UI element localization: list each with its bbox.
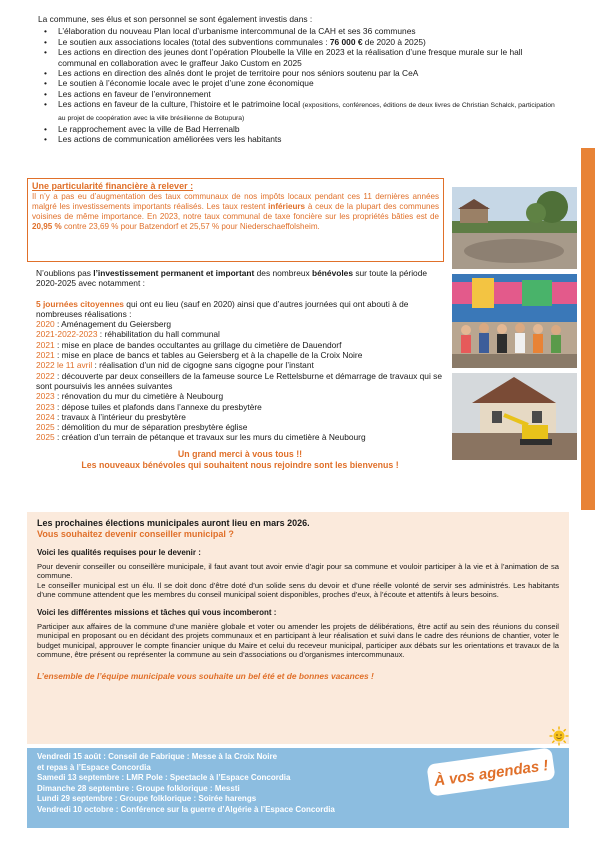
list-item: • Le soutien aux associations locales (total des subventions communales : 76 000 € de 2020 à 2025) — [58, 37, 558, 47]
list-item: 2020 : Aménagement du Geiersberg — [36, 319, 172, 330]
list-item: Lundi 29 septembre : Groupe folklorique : Soirée harengs — [37, 794, 257, 804]
missions-heading: Voici les différentes missions et tâches qui vous incomberont : — [37, 607, 277, 617]
photo-fresque-group — [452, 274, 577, 368]
volunteers-section — [36, 268, 444, 471]
intro-section — [38, 14, 558, 145]
list-item: 2023 : rénovation du mur du cimetière à Neubourg — [36, 391, 224, 402]
list-item: 2023 : dépose tuiles et plafonds dans l’annexe du presbytère — [36, 401, 262, 412]
list-item: 2022 : découverte par deux conseillers de la fameuse source Le Rettelsburne et démarrage de travaux qui se sont poursuivis les années suivantes — [36, 370, 442, 391]
list-item: 2021-2022-2023 : réhabilitation du hall communal — [36, 329, 220, 340]
list-item: Samedi 13 septembre : LMR Pole : Spectacle à l’Espace Concordia — [37, 773, 291, 783]
intro-list — [38, 26, 558, 144]
qualities-text-2: Le conseiller municipal est un élu. Il se doit donc d’être doté d’un solide sens du devoir et d’une réelle volonté de servir ses administrés. Les habitants d’une commune attendent que les membres du conseil municipal soient disponibles, proches d’eux, à l’écoute et attentifs à leurs besoins. — [37, 580, 559, 600]
volunteers-intro: N’oublions pas l’investissement permanent et important des nombreux bénévoles sur toute la période 2020-2025 avec notamment : — [36, 268, 428, 289]
qualities-text-1: Pour devenir conseiller ou conseillère municipale, il faut avant tout avoir envie d’agir pour sa commune et vouloir participer à la vie et à l’animation de sa commune. — [37, 561, 559, 581]
list-item: et repas à l’Espace Concordia — [37, 762, 151, 772]
list-item: • Les actions en direction des aînés dont le projet de territoire pour nos séniors soutenu par la CeA — [58, 68, 558, 78]
list-item: Dimanche 28 septembre : Groupe folklorique : Messti — [37, 783, 240, 793]
sun-icon — [549, 726, 569, 746]
missions-text: Participer aux affaires de la commune d’une manière globale et voter ou amender les projets de délibérations, être actif au sein des réunions du conseil municipal en proposant ou en décidant des projets communaux et en participant à leur réalisation et suivi dans le cadre des réunions de chantier, voter le budget municipal, approuver le compte financier unique du Maire et celui du receveur municipal, participer aux débats sur les orientations et travaux de la commune, être présent ou représenter la commune au sein d’associations ou d’organismes intercommunaux. — [37, 621, 559, 660]
intro-lead: La commune, ses élus et son personnel se sont également investis dans : — [38, 14, 313, 24]
elections-subtitle: Vous souhaitez devenir conseiller municipal ? — [37, 529, 234, 539]
list-item: 2021 : mise en place de bancs et tables au Geiersberg et à la chapelle de la Croix Noire — [36, 350, 363, 361]
finance-text: Il n’y a pas eu d’augmentation des taux communaux de nos impôts locaux pendant ces 11 dernières années malgré les investissements importants réalisés. Les taux restent inférieurs à ceux de la plupart des communes voisines de même importance. En 2023, notre taux communal de taxe foncière sur les propriétés bâties est de 20,95 % contre 23,69 % pour Batzendorf et 25,57 % pour Niederschaeffolsheim. — [32, 192, 439, 231]
list-item: 2024 : travaux à l’intérieur du presbytère — [36, 411, 186, 422]
elections-box — [27, 512, 569, 744]
elections-title: Les prochaines élections municipales auront lieu en mars 2026. — [37, 518, 310, 528]
photo-construction — [452, 373, 577, 460]
citizen-days: 5 journées citoyennes qui ont eu lieu (sauf en 2020) ainsi que d’autres journées qui ont abouti à de nombreuses réalisations : — [36, 298, 409, 319]
list-item: • Les actions en faveur de la culture, l’histoire et le patrimoine local (expositions, conférences, éditions de deux livres de Christian Schalck, participation au projet de coopération avec la ville brésilienne de Botupura) — [58, 99, 558, 124]
list-item: Vendredi 10 octobre : Conférence sur la guerre d’Algérie à l’Espace Concordia — [37, 804, 335, 814]
list-item: • Le soutien à l’économie locale avec le projet d’une zone économique — [58, 78, 558, 88]
photo-geiersberg — [452, 187, 577, 269]
thanks-message: Un grand merci à vous tous !! Les nouveaux bénévoles qui souhaitent nous rejoindre sont les bienvenus ! — [81, 448, 399, 470]
list-item: • Les actions de communication améliorées vers les habitants — [58, 134, 558, 144]
list-item: • Les actions en faveur de l’environnement — [58, 89, 558, 99]
list-item: 2021 : mise en place de bandes occultantes au grillage du cimetière de Dauendorf — [36, 339, 342, 350]
qualities-heading: Voici les qualités requises pour le devenir : — [37, 548, 201, 557]
list-item: • L’élaboration du nouveau Plan local d’urbanisme intercommunal de la CAH et ses 36 communes — [58, 26, 558, 36]
list-item: • Le rapprochement avec la ville de Bad Herrenalb — [58, 124, 558, 134]
list-item: 2022 le 11 avril : réalisation d’un nid de cigogne sans cigogne pour l’instant — [36, 360, 314, 371]
agenda-badge — [418, 746, 564, 798]
orange-sidebar — [581, 148, 595, 510]
list-item: Vendredi 15 août : Conseil de Fabrique : Messe à la Croix Noire — [37, 752, 278, 761]
list-item: 2025 : démolition du mur de séparation presbytère église — [36, 422, 248, 433]
agenda-badge-text: À vos agendas ! — [433, 757, 550, 790]
finance-title: Une particularité financière à relever : — [32, 181, 194, 191]
events-list — [36, 299, 444, 443]
finance-box — [27, 178, 444, 262]
list-item: 2025 : création d’un terrain de pétanque et travaux sur les murs du cimetière à Neubourg — [36, 432, 366, 443]
closing-message: L’ensemble de l’équipe municipale vous souhaite un bel été et de bonnes vacances ! — [37, 670, 374, 681]
list-item: • Les actions en direction des jeunes dont l’opération Ploubelle la Ville en 2023 et la réalisation d’une fresque murale sur le hall communal en collaboration avec le graffeur Jako Custom en 2025 — [58, 47, 558, 68]
